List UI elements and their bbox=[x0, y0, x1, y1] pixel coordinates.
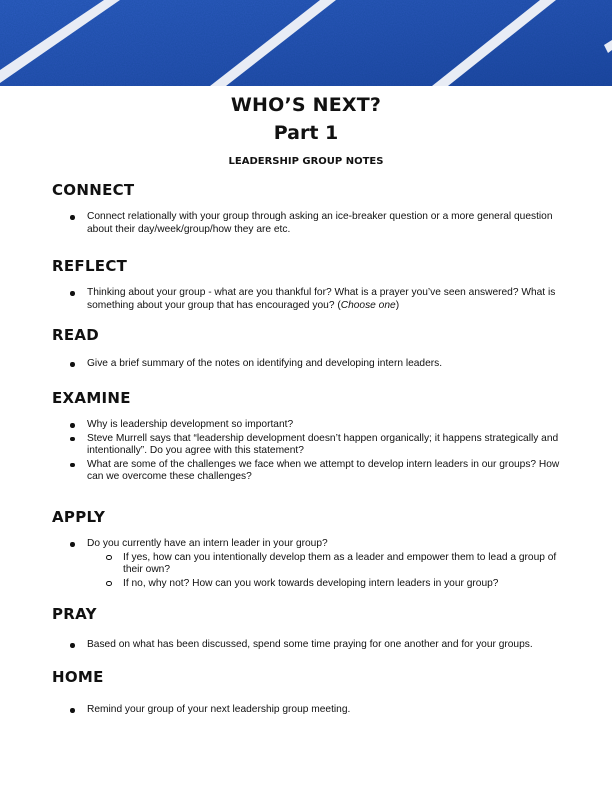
section-reflect bbox=[52, 257, 572, 312]
reflect-item-close: ) bbox=[395, 299, 400, 311]
section-examine bbox=[52, 389, 572, 484]
list-item: Based on what has been discussed, spend some time praying for one another and for your groups. bbox=[52, 639, 572, 652]
document-part: Part 1 bbox=[273, 122, 339, 144]
document-title: WHO’S NEXT? bbox=[230, 94, 382, 116]
section-heading-reflect: REFLECT bbox=[52, 257, 128, 275]
running-track-graphic bbox=[0, 0, 612, 86]
sub-list-item: If yes, how can you intentionally develop them as a leader and empower them to lead a group of their own? bbox=[52, 552, 572, 577]
list-item: Why is leadership development so important? bbox=[52, 419, 572, 432]
section-heading-examine: EXAMINE bbox=[52, 389, 131, 407]
list-item bbox=[52, 287, 572, 312]
section-home bbox=[52, 668, 572, 717]
list-item: Connect relationally with your group through asking an ice-breaker question or a more general question about their day/week/group/how they are etc. bbox=[52, 211, 572, 236]
reflect-item-text: Thinking about your group - what are you thankful for? What is a prayer you’ve seen answered? What is something about your group that has encouraged you? ( bbox=[87, 287, 556, 311]
section-pray bbox=[52, 605, 572, 652]
reflect-item-emphasis: Choose one bbox=[340, 299, 396, 311]
list-item: Steve Murrell says that “leadership development doesn’t happen organically; it happens strategically and intentionally”. Do you agree with this statement? bbox=[52, 433, 572, 458]
reflect-list bbox=[52, 287, 572, 312]
home-list bbox=[52, 704, 572, 717]
list-item: Give a brief summary of the notes on identifying and developing intern leaders. bbox=[52, 358, 572, 371]
section-heading-read: READ bbox=[52, 326, 100, 344]
section-heading-home: HOME bbox=[52, 668, 104, 686]
list-item: What are some of the challenges we face when we attempt to develop intern leaders in our groups? How can we overcome these challenges? bbox=[52, 459, 572, 484]
section-read bbox=[52, 326, 572, 371]
section-apply bbox=[52, 508, 572, 590]
examine-list bbox=[52, 419, 572, 484]
section-connect bbox=[52, 181, 572, 236]
section-heading-pray: PRAY bbox=[52, 605, 97, 623]
apply-list bbox=[52, 538, 572, 590]
header-banner-image bbox=[0, 0, 612, 86]
pray-list bbox=[52, 639, 572, 652]
section-heading-connect: CONNECT bbox=[52, 181, 135, 199]
list-item: Remind your group of your next leadership group meeting. bbox=[52, 704, 572, 717]
connect-list bbox=[52, 211, 572, 236]
read-list bbox=[52, 358, 572, 371]
section-heading-apply: APPLY bbox=[52, 508, 106, 526]
list-item: Do you currently have an intern leader in your group? bbox=[52, 538, 572, 551]
sub-list-item: If no, why not? How can you work towards developing intern leaders in your group? bbox=[52, 578, 572, 591]
document-subtitle: LEADERSHIP GROUP NOTES bbox=[228, 156, 384, 167]
